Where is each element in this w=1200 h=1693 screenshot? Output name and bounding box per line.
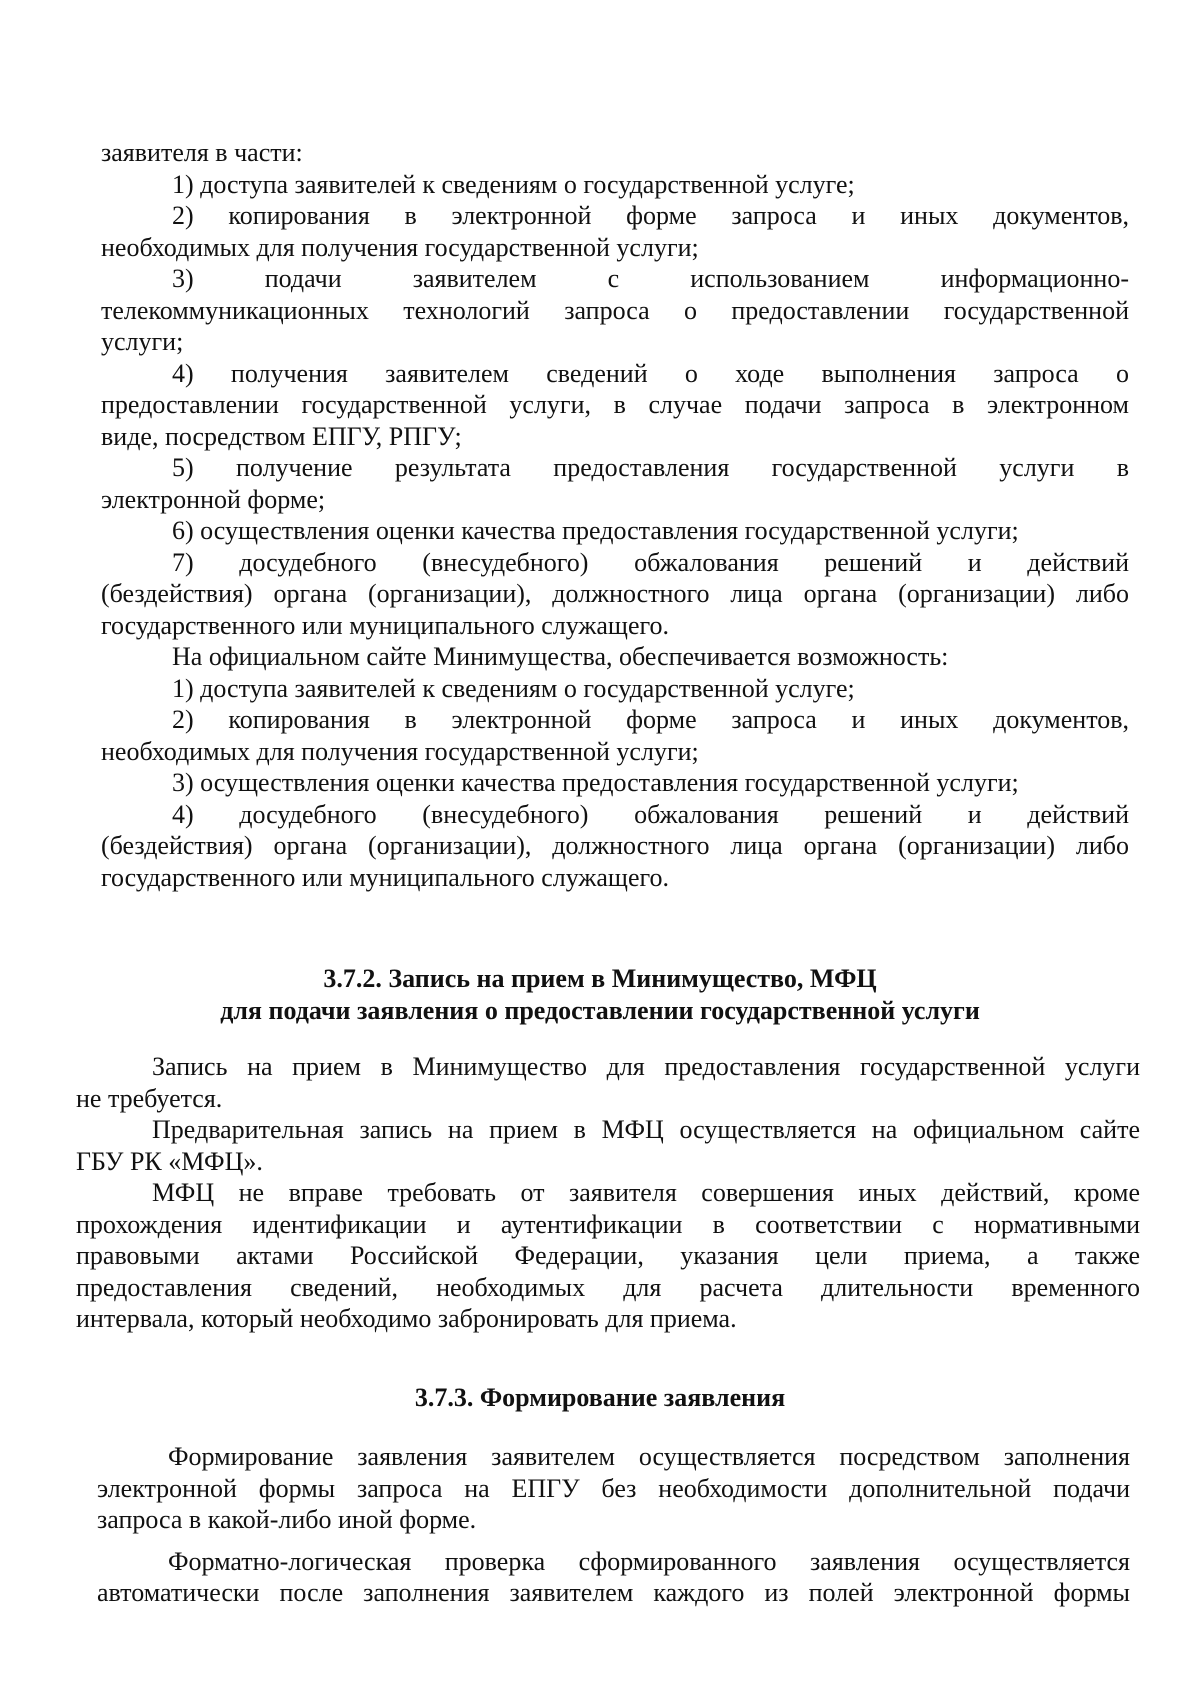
list-item: 6) осуществления оценки качества предоставления государственной услуги; [172, 516, 1019, 545]
paragraph-line: МФЦ не вправе требовать от заявителя совершения иных действий, кроме [152, 1178, 1140, 1207]
list-item: 1) доступа заявителей к сведениям о государственной услуге; [172, 169, 855, 199]
list-item: 3) подачи заявителем с использованием информационно- [172, 264, 1129, 293]
paragraph-line: виде, посредством ЕПГУ, РПГУ; [101, 421, 462, 451]
paragraph-line: телекоммуникационных технологий запроса о предоставлении государственной [101, 295, 1129, 325]
paragraph-line: заявителя в части: [101, 138, 303, 167]
paragraph-line: (бездействия) органа (организации), должностного лица органа (организации) либо [101, 831, 1129, 860]
section-application-form [97, 1441, 1130, 1609]
paragraph-line: прохождения идентификации и аутентификации в соответствии с нормативными [76, 1209, 1140, 1239]
section-heading: 3.7.3. Формирование заявления [414, 1383, 786, 1412]
paragraph-line: услуги; [101, 327, 184, 356]
paragraph-line: предоставления сведений, необходимых для расчета длительности временного [76, 1272, 1140, 1302]
paragraph-line: государственного или муниципального служащего. [101, 862, 670, 892]
paragraph-line: необходимых для получения государственной услуги; [101, 232, 699, 262]
paragraph-line: правовыми актами Российской Федерации, указания цели приема, а также [76, 1241, 1140, 1270]
paragraph-line: запроса в какой-либо иной форме. [97, 1505, 477, 1534]
paragraph-line: государственного или муниципального служащего. [101, 610, 670, 640]
paragraph-line: На официальном сайте Минимущества, обеспечивается возможность: [172, 642, 949, 671]
section-heading: 3.7.2. Запись на прием в Минимущество, МФЦ [323, 964, 877, 993]
paragraph-line: предоставлении государственной услуги, в случае подачи запроса в электронном [101, 390, 1129, 419]
list-item: 5) получение результата предоставления государственной услуги в [172, 453, 1129, 482]
list-item: 3) осуществления оценки качества предоставления государственной услуги; [172, 768, 1019, 797]
paragraph-line: электронной форме; [101, 484, 326, 514]
list-item: 2) копирования в электронной форме запроса и иных документов, [172, 201, 1129, 230]
paragraph-line: ГБУ РК «МФЦ». [76, 1146, 263, 1176]
section-heading-subtitle: для подачи заявления о предоставлении государственной услуги [220, 996, 980, 1025]
list-item: 4) получения заявителем сведений о ходе выполнения запроса о [172, 358, 1129, 388]
paragraph-line: интервала, который необходимо забронировать для приема. [76, 1304, 737, 1333]
paragraph-line: Формирование заявления заявителем осуществляется посредством заполнения [168, 1442, 1130, 1471]
paragraph-line: не требуется. [76, 1083, 223, 1113]
list-item: 1) доступа заявителей к сведениям о государственной услуге; [172, 673, 855, 703]
paragraph-line: Форматно-логическая проверка сформированного заявления осуществляется [168, 1546, 1130, 1576]
paragraph-line: Запись на прием в Минимущество для предоставления государственной услуги [152, 1052, 1140, 1081]
section-electronic-services [101, 137, 1129, 893]
paragraph-line: необходимых для получения государственной услуги; [101, 736, 699, 766]
section-appointment [76, 1051, 1140, 1335]
list-item: 2) копирования в электронной форме запроса и иных документов, [172, 705, 1129, 734]
paragraph-line: Предварительная запись на прием в МФЦ осуществляется на официальном сайте [152, 1115, 1140, 1144]
paragraph-line: электронной формы запроса на ЕПГУ без необходимости дополнительной подачи [97, 1473, 1130, 1503]
list-item: 4) досудебного (внесудебного) обжалования решений и действий [172, 799, 1129, 829]
list-item: 7) досудебного (внесудебного) обжалования решений и действий [172, 547, 1129, 577]
paragraph-line: (бездействия) органа (организации), должностного лица органа (организации) либо [101, 579, 1129, 608]
paragraph-line: автоматически после заполнения заявителем каждого из полей электронной формы [97, 1578, 1130, 1607]
